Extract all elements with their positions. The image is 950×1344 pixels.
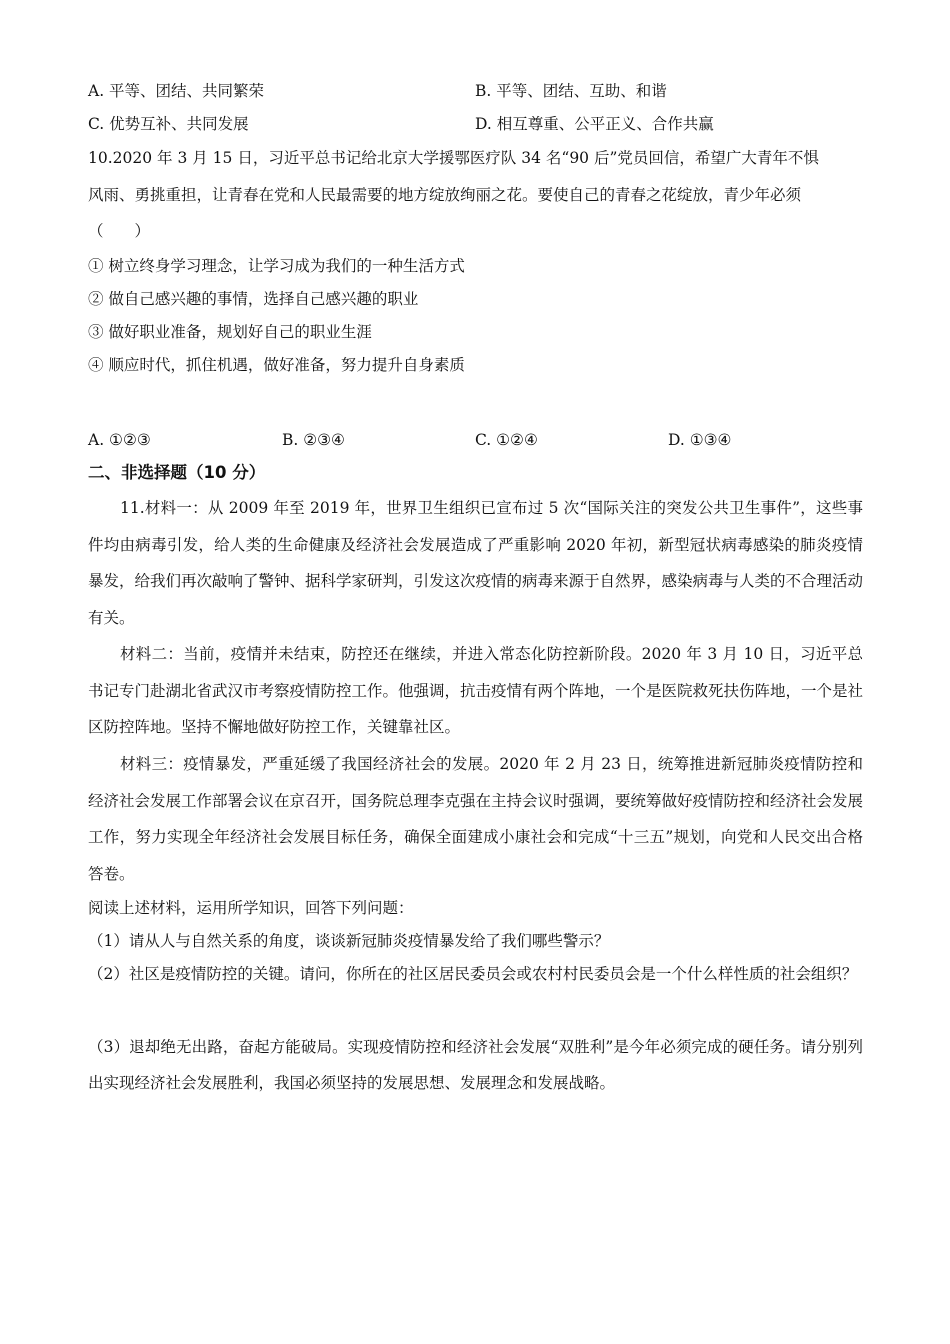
q11-material-1: 11.材料一：从 2009 年至 2019 年，世界卫生组织已宣布过 5 次“国际关注的突发公共卫生事件”，这些事件均由病毒引发，给人类的生命健康及经济社会发展造成了严重影响 2020 年初，新型冠状病毒感染的肺炎疫情暴发，给我们再次敲响了警钟、据科学家研判，引发这次疫情的病毒来源于自然界，感染病毒与人类的不合理活动有关。 bbox=[88, 499, 864, 627]
q11-question-1: （1）请从人与自然关系的角度，谈谈新冠肺炎疫情暴发给了我们哪些警示？ bbox=[88, 932, 610, 950]
q10-statement-1: ① 树立终身学习理念，让学习成为我们的一种生活方式 bbox=[88, 257, 465, 275]
q9-option-a: A. 平等、团结、共同繁荣 bbox=[88, 82, 265, 100]
q9-option-d: D. 相互尊重、公平正义、合作共赢 bbox=[475, 115, 714, 133]
q10-stem-line1: 10.2020 年 3 月 15 日，习近平总书记给北京大学援鄂医疗队 34 名“90 后”党员回信，希望广大青年不惧 bbox=[88, 149, 819, 167]
q10-option-d: D. ①③④ bbox=[668, 431, 732, 449]
q10-statement-4: ④ 顺应时代，抓住机遇，做好准备，努力提升自身素质 bbox=[88, 356, 465, 374]
q10-statement-2: ② 做自己感兴趣的事情，选择自己感兴趣的职业 bbox=[88, 290, 419, 308]
q10-option-b: B. ②③④ bbox=[282, 431, 345, 449]
q11-question-2: （2）社区是疫情防控的关键。请问，你所在的社区居民委员会或农村村民委员会是一个什么样性质的社会组织？ bbox=[88, 965, 858, 983]
q10-stem-line2: 风雨、勇挑重担，让青春在党和人民最需要的地方绽放绚丽之花。要使自己的青春之花绽放，青少年必须 bbox=[88, 186, 802, 204]
q11-question-3: （3）退却绝无出路，奋起方能破局。实现疫情防控和经济社会发展“双胜利”是今年必须完成的硬任务。请分别列出实现经济社会发展胜利，我国必须坚持的发展思想、发展理念和发展战略。 bbox=[88, 1038, 863, 1092]
q10-option-a: A. ①②③ bbox=[88, 431, 151, 449]
q11-material-3: 材料三：疫情暴发，严重延缓了我国经济社会的发展。2020 年 2 月 23 日，统筹推进新冠肺炎疫情防控和经济社会发展工作部署会议在京召开，国务院总理李克强在主持会议时强调，要统筹做好疫情防控和经济社会发展工作，努力实现全年经济社会发展目标任务，确保全面建成小康社会和完成“十三五”规划，向党和人民交出合格答卷。 bbox=[88, 755, 864, 883]
q10-answer-blank: （ ） bbox=[88, 222, 151, 240]
q10-option-c: C. ①②④ bbox=[475, 431, 538, 449]
q9-option-b: B. 平等、团结、互助、和谐 bbox=[475, 82, 667, 100]
q11-instruction: 阅读上述材料，运用所学知识，回答下列问题： bbox=[88, 899, 414, 917]
section-title: 二、非选择题（10 分） bbox=[88, 463, 266, 482]
q9-option-c: C. 优势互补、共同发展 bbox=[88, 115, 249, 133]
q11-material-2: 材料二：当前，疫情并未结束，防控还在继续，并进入常态化防控新阶段。2020 年 3 月 10 日，习近平总书记专门赴湖北省武汉市考察疫情防控工作。他强调，抗击疫情有两个阵地，一个是医院救死扶伤阵地，一个是社区防控阵地。坚持不懈地做好防控工作，关键靠社区。 bbox=[88, 645, 864, 737]
q10-statement-3: ③ 做好职业准备，规划好自己的职业生涯 bbox=[88, 323, 372, 341]
